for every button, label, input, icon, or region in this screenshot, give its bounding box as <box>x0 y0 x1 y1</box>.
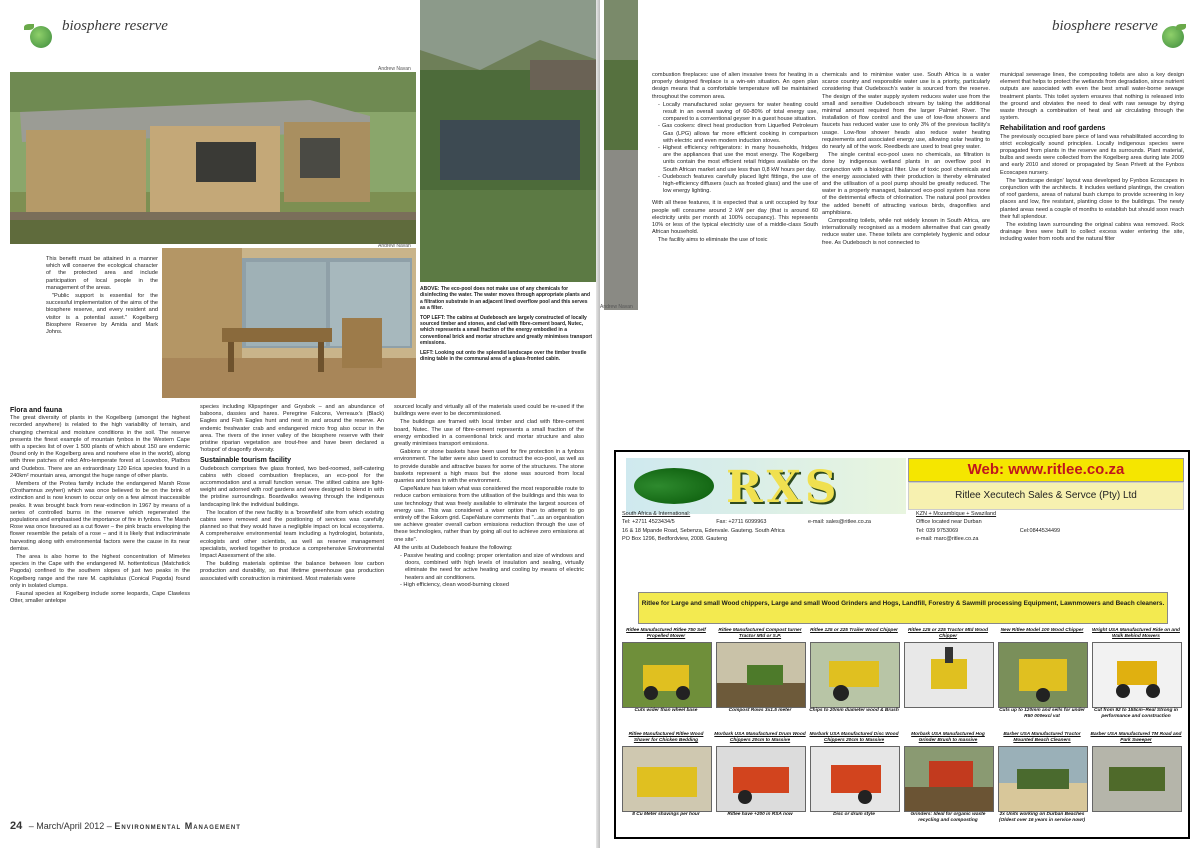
left-column-2 <box>200 404 384 584</box>
rcol2-paragraph-2: The single central eco-pool uses no chemicals, as filtration is done by indigenous wetland plants in an overflow pool in conjunction with a biological filter. Use of toxic pool chemicals and the energy associated with their production is thereby eliminated and the utilisation of a pool pump should be greatly reduced. The water in a properly managed, balanced eco-pool system has none of the detrimental effects of chlorination. The natural pool provides the added benefit of attracting various birds, dragonflies and amphibians. <box>822 152 990 216</box>
product-tile <box>996 626 1088 728</box>
rcol1-paragraph-3: The facility aims to eliminate the use of toxic <box>658 237 768 244</box>
product-image <box>1092 642 1182 708</box>
sa-phone-line <box>622 518 902 526</box>
col1-paragraph-4: Faunal species at Kogelberg include some leopards, Cape Clawless Otter, smaller antelope <box>10 591 190 605</box>
product-caption: 2x Units working on Durban Beaches (Oldest over 16 years in service now!) <box>998 812 1086 823</box>
ritlee-advertisement <box>614 450 1190 839</box>
left-page <box>0 0 598 848</box>
product-title: New Ritlee Model 100 Wood Chipper <box>1000 628 1084 633</box>
rcol3-paragraph-2: The previously occupied bare piece of land was rehabilitated according to strict ecologically sound principles. Locally indigenous species were propagated from plants in the reserve and its surrounds. Plant material, bulbs and seeds were collected from the Kogelberg area during late 2009 and early 2010 and stored or propagated by Sean Privett at the Fynbos Ecoscapes nursery. <box>1000 133 1184 176</box>
rxs-logo <box>626 458 906 514</box>
leaf-icon <box>24 24 34 30</box>
heading-rehabilitation: Rehabilitation and roof gardens <box>1000 125 1106 133</box>
page-footer <box>10 820 241 832</box>
product-tile <box>808 730 900 832</box>
product-image <box>904 746 994 812</box>
sa-address: 16 & 18 Mpande Road, Sebenza, Edenvale. Gauteng. South Africa <box>622 527 785 534</box>
col1-paragraph-2: Members of the Protea family include the endangered Marsh Rose (Orothamnus zeyheri) which was once believed to be on the brink of extinction and is now known to occur only on a few almost inaccessible peaks. It was brought back from near-extinction in 1967 by means of a series of controlled burns in the reserve which regenerated the populations and emphasised the importance of fire in fynbos. The Marsh Rose was once favoured as a cut flower – the pink bracts enveloping the flower resemble the petals of a rose – and it is likely that indiscriminate harvesting along with environmental factors were the cause in its near demise. <box>10 481 190 552</box>
product-tile <box>1090 626 1182 728</box>
photo-credit-top: Andrew Navan <box>378 66 411 72</box>
left-column-1 <box>10 404 190 606</box>
product-tile <box>902 626 994 728</box>
product-title: Ritlee 125 or 225 Trailer Wood Chipper <box>810 628 898 633</box>
col3-paragraph-3: Gabions or stone baskets have been used for fire protection in a fynbos environment. The latter were also used to construct the eco-pool, as well as to provide durable and attractive bases for some of the structures. The stone baskets represent a high mass but the stone was sourced from local quarries and tones in with the environment. <box>394 449 584 485</box>
page-number: 24 <box>10 820 23 832</box>
product-tile <box>1090 730 1182 832</box>
intro-paragraph-2: "Public support is essential for the successful implementation of the aims of the biosphere reserve, and every resident and visitor is a potential asset." Kogelberg Biosphere Reserve by Amida and Mark Johns. <box>46 293 158 336</box>
issue-date: – March/April 2012 – <box>28 821 112 831</box>
list-item: - Locally manufactured solar geysers for water heating could result in an overall saving of 60-80% of total energy use, compared to a conventional geyser in a guest house situation. <box>658 102 818 124</box>
intro-text <box>46 256 158 337</box>
col2-paragraph-3: The location of the new facility is a 'brownfield' site from which existing cabins were removed and the positioning of services was carefully planned so that they would have a negligible impact on local ecosystems. A comprehensive environmental team including a hydrologist, botanists, ecologists and other scientists, as well as reserve management specialists, worked together to produce a comprehensive Environmental Impact Assessment of the site. <box>200 509 384 560</box>
product-title: Ritlee 125 or 225 Tractor Mtd Wood Chipper <box>907 628 989 639</box>
list-item: - Gas cookers: direct heat production from Liquefied Petroleum Gas (LPG) allows far more efficient cooking in comparison with electric and even modern induction stoves. <box>658 123 818 145</box>
rcol1-paragraph-2: With all these features, it is expected that a unit occupied by four people will consume around 2 kW per day (that is around 60 electricity units per month at 100% occupancy). This represents 10% or less of the typical electricity use of a middle-class South African household. <box>652 200 818 236</box>
kzn-phone-line <box>916 527 1182 535</box>
product-caption: Cuts wider than wheel base <box>634 708 698 713</box>
eco-pool-photo-left <box>420 0 598 282</box>
product-caption: Disc or drum style <box>833 812 875 817</box>
cabins-photo-art <box>10 72 416 244</box>
sa-email[interactable]: e-mail: sales@ritlee.co.za <box>807 519 871 526</box>
product-title: Ritlee Manufactured Ritlee 750 Self Propelled Mower <box>626 628 706 639</box>
sa-fax: Fax: +2711 6099963 <box>716 519 767 526</box>
product-image <box>622 642 712 708</box>
product-tile <box>714 730 806 832</box>
col1-paragraph-3: The area is also home to the highest concentration of Mimetes species in the Cape with the endangered M. hottentoticus (Matchstick Pagoda) confined to the southern slopes of just two peaks in the Kogelberg range and the rare M. capitulatus (Conical Pagoda) found only in isolated clumps. <box>10 554 190 589</box>
ad-website[interactable]: Web: www.ritlee.co.za <box>908 458 1184 482</box>
product-image <box>810 746 900 812</box>
product-caption: 8 Cu Meter shavings per hour <box>632 812 700 817</box>
caption-above: ABOVE: The eco-pool does not make use of any chemicals for disinfecting the water. The water moves through appropriate plants and a filtration substrate in an adjacent lined overflow pool and this serves as a filter. <box>420 286 591 312</box>
sa-tel: Tel: +2711 4523434/5 <box>622 519 675 526</box>
col2-paragraph-2: Oudebosch comprises five glass fronted, two bed-roomed, self-catering cabins with closed combustion fireplaces, an eco-pool for the accommodation and a small function venue. The stilted cabins are light-weight and adorned with roof gardens and were designed to blend in with the pristine surroundings. Boardwalks weaving through the indigenous landscaping link the individual buildings. <box>200 465 384 508</box>
product-title: Ritlee Manufactured Compost turner Tractor Mtd or S.P. <box>718 628 802 639</box>
cabins-photo <box>10 72 416 244</box>
rcol3-paragraph-1: municipal sewerage lines, the composting toilets are also a key design element that helps to protect the wetlands from degradation, since nutrient outputs are associated with even the best small water-borne sewage treatment plants. This toilet system ensures that nothing is released into the ground and obviates the need to deal with raw sewage by drying waste through a combination of heat and air circulating through the system. <box>1000 72 1184 122</box>
magazine-title: Environmental Management <box>114 821 241 831</box>
ad-contact-sa <box>622 510 902 544</box>
list-item: - Passive heating and cooling: proper orientation and size of windows and doors, combined with high levels of insulation and sealing, virtually eliminate the need for active heating and cooling by means of electric heaters and air conditioners. <box>400 553 584 582</box>
product-caption: Cut from 92 to 155cm–Real Strong in performance and construction <box>1094 708 1178 719</box>
right-page <box>600 0 1200 848</box>
list-item: - Highest efficiency refrigerators: in many households, fridges are the appliances that use the most energy. The Kogelberg units contain the most efficient retail fridges available on the South African market and use less than 0,8 kW hours per day. <box>658 145 818 174</box>
list-item: - High efficiency, clean wood-burning closed <box>400 582 584 589</box>
section-header-right: biosphere reserve <box>1052 18 1158 34</box>
product-title: Morbark USA Manufactured Drum Wood Chippers 20cm to Massive <box>714 732 806 743</box>
product-tile <box>808 626 900 728</box>
section-header-left: biosphere reserve <box>62 18 168 34</box>
ad-company-name: Ritlee Xecutech Sales & Servce (Pty) Ltd <box>908 482 1184 510</box>
product-image <box>716 746 806 812</box>
globe-leaf-icon <box>30 26 52 48</box>
product-image <box>716 642 806 708</box>
ad-contact-kzn <box>916 510 1182 544</box>
left-column-3 <box>394 404 584 589</box>
eco-pool-photo-left-art <box>420 0 598 282</box>
kzn-tel: Tel: 039 9753069 <box>916 527 959 534</box>
eco-pool-photo-right <box>604 0 638 310</box>
product-caption: Compost Rows 3x1.5 meter <box>728 708 792 713</box>
product-title: Morbark USA Manufactured Hog Grinder Brush to massive <box>911 732 985 743</box>
intro-paragraph-1: This benefit must be attained in a manner which will conserve the ecological character of the protected area and include participation of local people in the management of the areas. <box>46 256 158 291</box>
product-tile <box>996 730 1088 832</box>
product-image <box>998 746 1088 812</box>
heading-flora-fauna: Flora and fauna <box>10 407 63 414</box>
col1-paragraph-1: The great diversity of plants in the Kogelberg (amongst the highest recorded anywhere) is related to the high variability of terrain, and changing chemical and moisture conditions in the soil. The reserve presents the finest example of mountain fynbos in the Western Cape with a species list of over 1 500 plants of which about 150 are endemic (found only in the Kogelberg area and nowhere else in the world), along with three patches of relict Afro-temperate forest at Louwsbos, Platbos and Oudebos. There are an extraordinary 120 Erica species found in a 240km² mountain area, amongst the huge range of other plants. <box>10 415 190 479</box>
col2-paragraph-1: species including Klipspringer and Grysbok – and an abundance of baboons, dassies and hares. Peregrine Falcons, Verreaux's (Black) Eagles and Fish Eagles hunt and nest in and around the reserve. An endemic freshwater crab and endangered micro frog also occur in the area. The rivers of the inner valley of the biosphere reserve with their pristine riparian vegetation are trout-free and have been declared a 'hotspot' of dragonfly diversity. <box>200 404 384 454</box>
kzn-cell: Cel:0844534499 <box>1019 527 1061 534</box>
leaf-icon <box>1176 24 1186 30</box>
product-tile <box>902 730 994 832</box>
caption-left: LEFT: Looking out onto the splendid landscape over the timber trestle dining table in the communal area of a glass-fronted cabin. <box>420 349 587 363</box>
ad-banner: Ritlee for Large and small Wood chippers, Large and small Wood Grinders and Hogs, Landfill, Forestry & Sawmill processing Equipment, Lawnmowers and Beach cleaners. <box>638 592 1168 624</box>
product-caption: Ritlee have +200 in RSA now <box>727 812 793 817</box>
rcol1-feature-list <box>652 102 818 196</box>
right-column-2 <box>822 72 990 248</box>
kzn-heading: KZN + Mozambique + Swaziland <box>916 511 997 517</box>
product-title: Barber USA Manufactured TM Road and Park Sweeper <box>1090 732 1182 743</box>
product-image <box>998 642 1088 708</box>
product-title: Morbark USA Manufactured Disc Wood Chippers 20cm to Massive <box>809 732 899 743</box>
right-column-1 <box>652 72 818 246</box>
product-tile <box>620 730 712 832</box>
kzn-office: Office located near Durban <box>916 519 982 526</box>
rcol2-paragraph-1: chemicals and to minimise water use. South Africa is a water scarce country and responsible water use is a priority, particularly considering that Oudebosch's water is sourced from the reserve. The design of the water supply system reduces water use from the small and sensitive Oudebosch stream by taking the additional minimal amount required from the larger Palmiet River. The installation of flow control and the use of low-flow showers and faucets has reduced water use to only 3% of the previous facility's usage. Low-flow shower heads also reduce water heating requirements and associated energy use, allowing solar heating to do nearly all of the work. Reedbeds are used to treat grey water. <box>822 72 990 151</box>
sa-pobox: PO Box 1296, Bedfordview, 2008. Gauteng <box>622 536 728 543</box>
col3-paragraph-2: The buildings are framed with local timber and clad with fibre-cement board, Nutec. The use of fibre-cement represents a small fraction of the energy embodied in a conventional brick and mortar structure and also greatly minimises transport emissions. <box>394 419 584 448</box>
sa-heading: South Africa & International: <box>622 511 691 517</box>
rxs-logo-text: RXS <box>726 462 841 513</box>
photo-credit-right: Andrew Navan <box>600 304 633 310</box>
product-tile <box>714 626 806 728</box>
product-image <box>1092 746 1182 812</box>
heading-sustainable-tourism: Sustainable tourism facility <box>200 457 292 465</box>
list-item: - Oudebosch features carefully placed light fittings, the use of high-efficiency diffusers (such as frosted glass) and the use of low energy lighting. <box>658 174 818 196</box>
eco-pool-photo-right-art <box>604 0 638 310</box>
kzn-email[interactable]: e-mail: marc@ritlee.co.za <box>916 536 979 543</box>
product-title: Barber USA Manufactured Tractor Mounted Beach Cleaners <box>1003 732 1081 743</box>
rcol2-paragraph-3: Composting toilets, while not widely known in South Africa, are internationally recognised as a modern alternative that can greatly reduce water use. These toilets are completely hygienic and odour free. As Oudebosch is not connected to <box>822 218 990 246</box>
product-image <box>904 642 994 708</box>
col2-paragraph-4: The building materials optimise the balance between low carbon production and durability, so that lifetime greenhouse gas production associated with construction is minimised. Most materials were <box>200 561 384 582</box>
product-title: Ritlee Manufactured Ritlee Wood Shaver for Chicken Bedding <box>628 732 704 743</box>
interior-photo <box>162 248 416 398</box>
product-caption: Grinders: Ideal for organic waste recycling and composting <box>910 812 986 823</box>
product-caption: Chips to 20mm diameter wood & Brush <box>809 708 899 713</box>
leaf-swoosh-icon <box>634 468 714 504</box>
product-image <box>810 642 900 708</box>
rcol3-paragraph-4: The existing lawn surrounding the original cabins was removed. Rock drainage lines were built to collect excess water entering the site, including water from roofs and the natural filter <box>1000 222 1184 243</box>
interior-photo-art <box>162 248 416 398</box>
photo-credit-mid: Andrew Navan <box>378 243 411 249</box>
product-caption: Cuts up to 120mm and sells for under R50 000excl vat <box>999 708 1085 719</box>
rcol1-paragraph-1: combustion fireplaces: use of alien invasive trees for heating in a properly designed fireplace is a win-win situation. An open plan design means that a comfortable temperature will be maintained throughout the common area. <box>652 72 818 100</box>
product-tile <box>620 626 712 728</box>
col3-paragraph-4: CapeNature has taken what was considered the most responsible route to reduce carbon emissions from the utilisation of the buildings and this was to use technology that was freely available to eliminate the largest sources of energy use. This was considered a wiser option than to attempt to go entirely off the Eskom grid. CapeNature comments that "...as an organisation we achieve greater overall carbon emissions reduction through the use of these technologies, rather than by going all out to achieve zero emissions at one site". <box>394 486 584 543</box>
right-column-3 <box>1000 72 1184 245</box>
product-title: Wright USA Manufactured Ride on and Walk Behind Mowers <box>1092 628 1180 639</box>
caption-top-left: TOP LEFT: The cabins at Oudebosch are largely constructed of locally sourced timber and stones, and clad with fibre-cement board, Nutec, which represents a small fraction of the energy embodied in a conventional brick and mortar structure and greatly minimises transport emissions. <box>420 314 592 347</box>
col3-paragraph-5: All the units at Oudebosch feature the following: <box>394 544 513 551</box>
product-image <box>622 746 712 812</box>
photo-captions <box>420 286 592 365</box>
col3-paragraph-1: sourced locally and virtually all of the materials used could be re-used if the buildings were ever to be decommissioned. <box>394 404 584 418</box>
rcol3-paragraph-3: The 'landscape design' layout was developed by Fynbos Ecoscapes in conjunction with the architects. It includes wetland plantings, the creation of roof gardens, areas of natural bush clumps to provide screening in key places and low, fire resistant, planting close to the buildings. The newly planted areas need a couple of months to establish but should soon reach their full splendour. <box>1000 177 1184 220</box>
col3-feature-list <box>394 553 584 589</box>
